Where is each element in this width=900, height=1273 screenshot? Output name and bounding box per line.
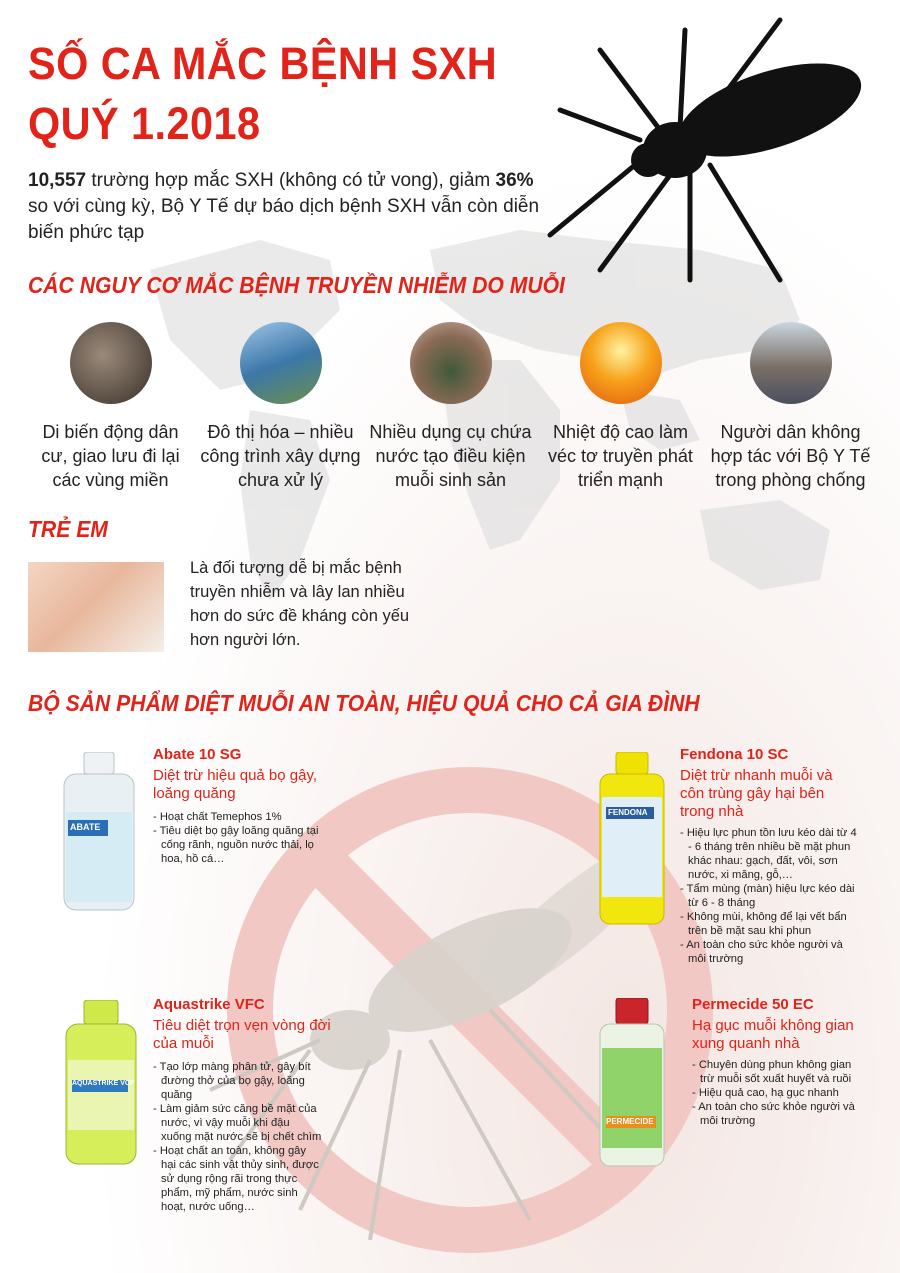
risk-item — [538, 322, 703, 492]
product-name: Permecide 50 EC — [692, 996, 814, 1013]
bullet: - An toàn cho sức khỏe người và môi trường — [692, 1101, 855, 1127]
products-heading: BỘ SẢN PHẨM DIỆT MUỖI AN TOÀN, HIỆU QUẢ CHO CẢ GIA ĐÌNH — [28, 690, 700, 716]
product-subtitle: Tiêu diệt trọn vẹn vòng đời của muỗi — [153, 1017, 331, 1052]
intro-text-b: so với cùng kỳ, Bộ Y Tế dự báo dịch bệnh SXH vẫn còn diễn biến phức tạp — [28, 196, 540, 243]
sick-child-photo — [28, 562, 164, 652]
children-heading: TRẺ EM — [28, 516, 108, 542]
bullet: - Hoạt chất an toàn, không gây hại các sinh vật thủy sinh, được sử dụng rộng rãi trong thực phẩm, mỹ phẩm, nước sinh hoạt, nước uống… — [153, 1145, 319, 1213]
bullet: - Tẩm mùng (màn) hiệu lực kéo dài từ 6 - 8 tháng — [680, 883, 855, 909]
product-name: Aquastrike VFC — [153, 996, 265, 1013]
risk-caption: Nhiều dụng cụ chứa nước tạo điều kiện muỗi sinh sản — [369, 422, 532, 490]
product-bullets — [692, 1058, 862, 1128]
heat-photo — [580, 322, 662, 404]
product-subtitle: Hạ gục muỗi không gian xung quanh nhà — [692, 1017, 854, 1052]
product-bullets — [153, 1060, 323, 1214]
bullet: - Tạo lớp màng phân tử, gây bít đường thở của bọ gậy, loăng quăng — [153, 1061, 311, 1101]
product-bullets — [680, 826, 860, 966]
bullet: - Không mùi, không để lại vết bẩn trên bề mặt sau khi phun — [680, 911, 847, 937]
bullet: - Làm giảm sức căng bề mặt của nước, vì vậy muỗi khi đậu xuống mặt nước sẽ bị chết chìm — [153, 1103, 322, 1143]
bullet: - Hiệu quả cao, hạ gục nhanh — [692, 1087, 839, 1099]
risk-item — [28, 322, 193, 492]
risk-caption: Đô thị hóa – nhiều công trình xây dựng chưa xử lý — [200, 422, 361, 490]
fendona-bottle — [598, 752, 666, 927]
product-name: Fendona 10 SC — [680, 746, 789, 763]
bullet: - An toàn cho sức khỏe người và môi trường — [680, 939, 843, 965]
cases-count: 10,557 — [28, 170, 87, 191]
water-container-photo — [410, 322, 492, 404]
page-title-line1: SỐ CA MẮC BỆNH SXH — [28, 38, 498, 89]
product-subtitle: Diệt trừ hiệu quả bọ gậy, loăng quăng — [153, 767, 318, 802]
permecide-label: PERMECIDE — [606, 1117, 654, 1126]
decrease-percent: 36% — [495, 170, 534, 191]
product-name: Abate 10 SG — [153, 746, 242, 763]
risk-caption: Nhiệt độ cao làm véc tơ truyền phát triển mạnh — [548, 422, 693, 490]
intro-text-a: trường hợp mắc SXH (không có tử vong), giảm — [86, 170, 496, 191]
construction-photo — [240, 322, 322, 404]
page-title-line2: QUÝ 1.2018 — [28, 98, 261, 149]
aquastrike-label: AQUASTRIKE VCF — [72, 1080, 135, 1087]
crowd-photo — [70, 322, 152, 404]
risk-item — [368, 322, 533, 492]
product-subtitle: Diệt trừ nhanh muỗi và côn trùng gây hại bên trong nhà — [680, 767, 833, 820]
fendona-label: FENDONA — [608, 808, 648, 817]
polluted-area-photo — [750, 322, 832, 404]
abate-bottle — [58, 752, 140, 912]
permecide-bottle — [598, 998, 666, 1168]
mosquito-silhouette — [540, 10, 900, 290]
risk-item — [198, 322, 363, 492]
product-bullets — [153, 810, 323, 866]
bullet: - Hiệu lực phun tồn lưu kéo dài từ 4 - 6 tháng trên nhiều bề mặt phun khác nhau: gạch, đất, vôi, sơn nước, xi măng, gỗ,… — [680, 827, 857, 881]
risk-caption: Người dân không hợp tác với Bộ Y Tế trong phòng chống — [710, 422, 871, 490]
abate-label: ABATE — [70, 822, 101, 832]
risk-item — [708, 322, 873, 492]
risk-caption: Di biến động dân cư, giao lưu đi lại các vùng miền — [41, 422, 180, 490]
children-text: Là đối tượng dễ bị mắc bệnh truyền nhiễm và lây lan nhiều hơn do sức đề kháng còn yếu hơn người lớn. — [190, 559, 410, 649]
bullet: - Chuyên dùng phun không gian trừ muỗi sốt xuất huyết và ruồi — [692, 1059, 852, 1085]
bullet: - Hoạt chất Temephos 1% — [153, 811, 282, 823]
risks-heading: CÁC NGUY CƠ MẮC BỆNH TRUYỀN NHIỄM DO MUỖI — [28, 272, 565, 298]
intro-paragraph — [28, 168, 548, 246]
bullet: - Tiêu diệt bọ gậy loăng quăng tại cống rãnh, nguồn nước thải, lọ hoa, hồ cá… — [153, 825, 319, 865]
